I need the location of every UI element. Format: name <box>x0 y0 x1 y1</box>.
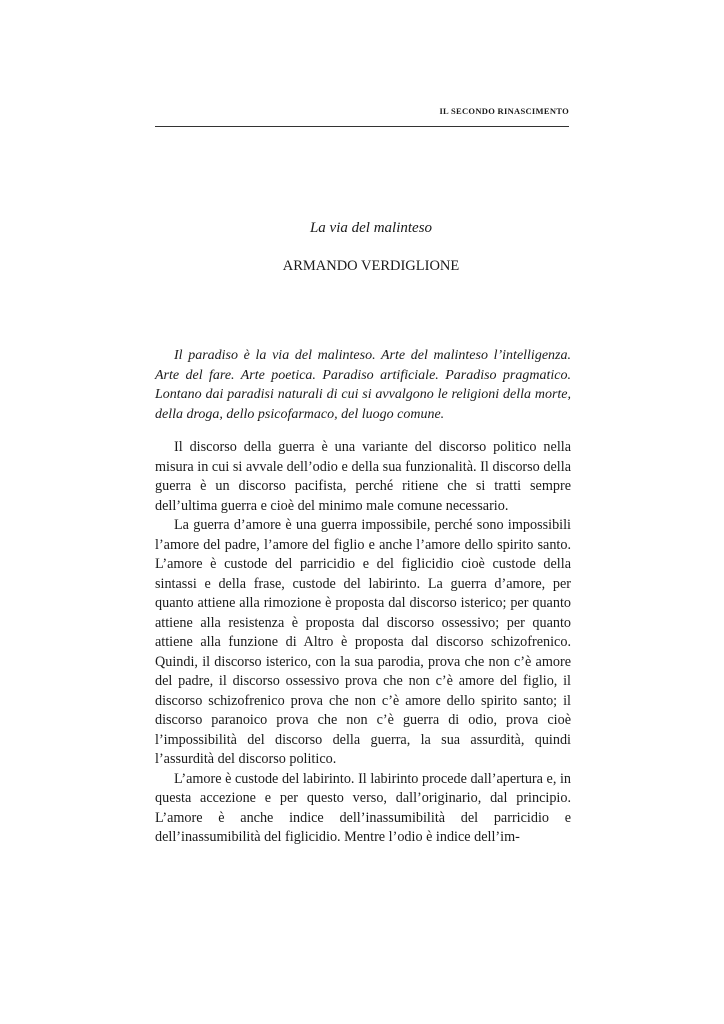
body-paragraph-3: L’amore è custode del labirinto. Il labirinto procede dall’apertura e, in questa accezione e per questo verso, dall’originario, dal principio. L’amore è anche indice dell’inassumibilità del parricidio e dell’inassumibilità del figlicidio. Mentre l’odio è indice dell’im- <box>155 770 571 845</box>
running-header: IL SECONDO RINASCIMENTO <box>439 106 569 116</box>
header-divider <box>155 126 569 127</box>
epigraph: Il paradiso è la via del malinteso. Arte del malinteso l’intelligenza. Arte del fare. Arte poetica. Paradiso artificiale. Paradiso pragmatico. Lontano dai paradisi naturali di cui si avvalgono le religioni della morte, della droga, dello psicofarmaco, del luogo comune. <box>155 348 571 422</box>
article-title: La via del malinteso <box>309 220 433 236</box>
body-paragraph-2: La guerra d’amore è una guerra impossibile, perché sono impossibili l’amore del padre, l’amore del figlio e anche l’amore dello spirito santo. L’amore è custode del parricidio e del figlicidio cioè custode della sintassi e della frase, custode del labirinto. La guerra d’amore, per quanto attiene alla rimozione è proposta dal discorso isterico; per quanto attiene alla resistenza è proposta dal discorso ossessivo; per quanto attiene alla funzione di Altro è proposta dal discorso schizofrenico. Quindi, il discorso isterico, con la sua parodia, prova che non c’è amore del padre, il discorso ossessivo prova che non c’è amore del figlio, il discorso schizofrenico prova che non c’è amore dello spirito santo; il discorso paranoico prova che non c’è guerra di odio, prova cioè l’impossibilità del discorso della guerra, la sua assurdità, quindi l’assurdità del discorso politico. <box>155 517 571 767</box>
article-body <box>155 438 571 848</box>
article-author: ARMANDO VERDIGLIONE <box>282 258 460 274</box>
body-paragraph-1: Il discorso della guerra è una variante del discorso politico nella misura in cui si avvale dell’odio e della sua funzionalità. Il discorso della guerra è un discorso pacifista, perché ritiene che si tratti sempre dell’ultima guerra e cioè del minimo male comune necessario. <box>155 439 571 514</box>
